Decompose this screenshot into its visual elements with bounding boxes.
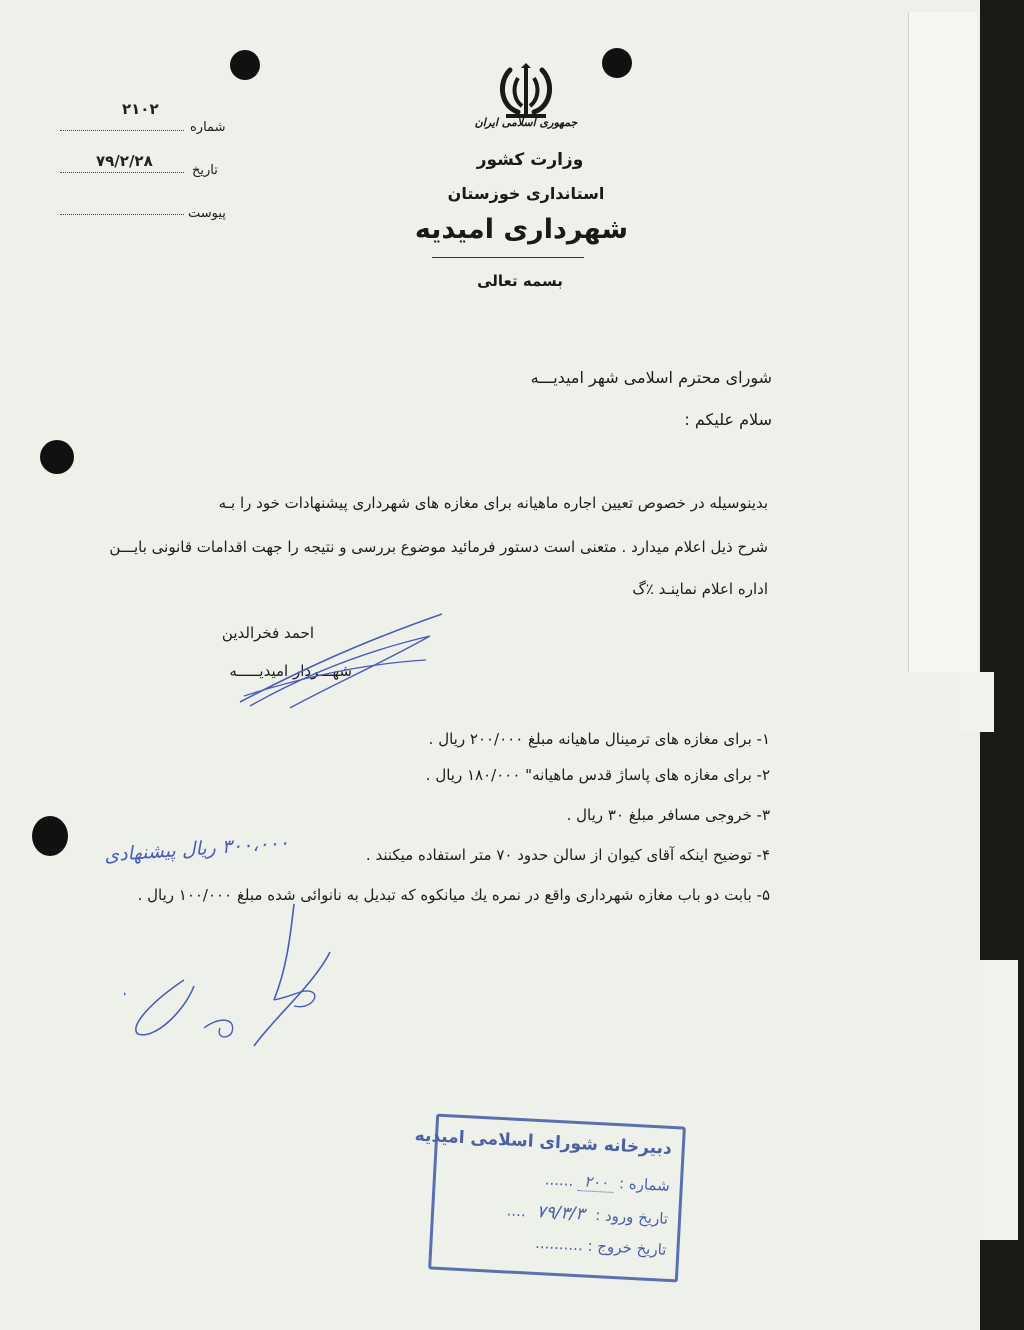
council-signature: [124, 900, 344, 1050]
paper-tab: [978, 960, 1018, 1240]
paper-edge: [908, 12, 977, 672]
stamp-exit-label: تاریخ خروج :: [587, 1236, 667, 1259]
signatory-name: احمد فخرالدین: [221, 624, 314, 642]
number-value: ۲۱۰۲: [122, 100, 159, 118]
body-line: بدینوسیله در خصوص تعیین اجاره ماهیانه برای مغازه های شهرداری پیشنهادات خود را بـه: [218, 494, 768, 512]
stamp-number-label: شماره :: [618, 1174, 671, 1195]
header-rule: [432, 257, 584, 258]
stamp-title: دبیرخانه شورای اسلامی امیدیه: [414, 1125, 673, 1159]
attachment-dots: [60, 214, 184, 215]
item-3: ۳- خروجی مسافر مبلغ ۳۰ ریال .: [566, 806, 770, 824]
signatory-title: شهـــردار امیدیـــــه: [229, 662, 352, 680]
mayor-signature: [230, 606, 450, 716]
council-stamp: [414, 1114, 686, 1283]
punch-hole: [230, 50, 260, 80]
stamp-entry-label: تاریخ ورود :: [594, 1206, 669, 1228]
item-1: ۱- برای مغازه های ترمینال ماهیانه مبلغ ۲۰۰/۰۰۰ ریال .: [428, 730, 770, 748]
number-label: شماره: [190, 120, 226, 135]
emblem-caption: جمهوری اسلامی ایران: [474, 116, 578, 129]
recipient: شورای محترم اسلامی شهر امیدیـــه: [530, 368, 772, 387]
punch-hole: [602, 48, 632, 78]
body-line: اداره اعلام نماینـد ٪گ: [632, 580, 768, 598]
municipality-title: شهرداری امیدیه: [414, 214, 628, 245]
item-5: ۵- بابت دو باب مغازه شهرداری واقع در نمره یك میانکوه که تبدیل به نانوائی شده مبلغ ۱۰۰/۰۰۰ ریال .: [137, 886, 770, 904]
stamp-entry-row: تاریخ ورود : ۷۹/۳/۳ ....: [506, 1201, 669, 1228]
attachment-label: پیوست: [188, 206, 226, 221]
punch-hole: [32, 816, 68, 856]
number-dots: [60, 130, 184, 131]
iran-emblem-icon: [494, 62, 558, 122]
item-2: ۲- برای مغازه های پاساژ قدس ماهیانه" ۱۸۰/۰۰۰ ریال .: [425, 766, 770, 784]
ministry-title: وزارت کشور: [476, 150, 584, 170]
date-dots: [60, 172, 184, 173]
stamp-number-row: شماره : ۲۰۰ ......: [544, 1170, 671, 1195]
paper-tab: [958, 672, 994, 732]
invocation: بسمه تعالی: [477, 272, 563, 290]
item-4: ۴- توضیح اینکه آقای کیوان از سالن حدود ۷۰ متر استفاده میکنند .: [365, 846, 770, 864]
handwritten-note: ۳۰۰،۰۰۰ ریال پیشنهادی: [103, 831, 290, 867]
province-title: استانداری خوزستان: [447, 184, 605, 203]
body-line: شرح ذیل اعلام میدارد . متعنی است دستور فرمائید موضوع بررسی و نتیجه را جهت اقدامات قانونی بایـــن: [109, 538, 768, 556]
date-value: ۷۹/۲/۲۸: [96, 152, 153, 170]
date-label: تاریخ: [192, 163, 218, 178]
punch-hole: [40, 440, 74, 474]
stamp-entry-value: ۷۹/۳/۳: [536, 1201, 586, 1225]
stamp-number-value: ۲۰۰: [578, 1172, 615, 1193]
greeting: سلام علیکم :: [684, 410, 772, 429]
stamp-exit-row: تاریخ خروج : ..........: [534, 1233, 667, 1259]
